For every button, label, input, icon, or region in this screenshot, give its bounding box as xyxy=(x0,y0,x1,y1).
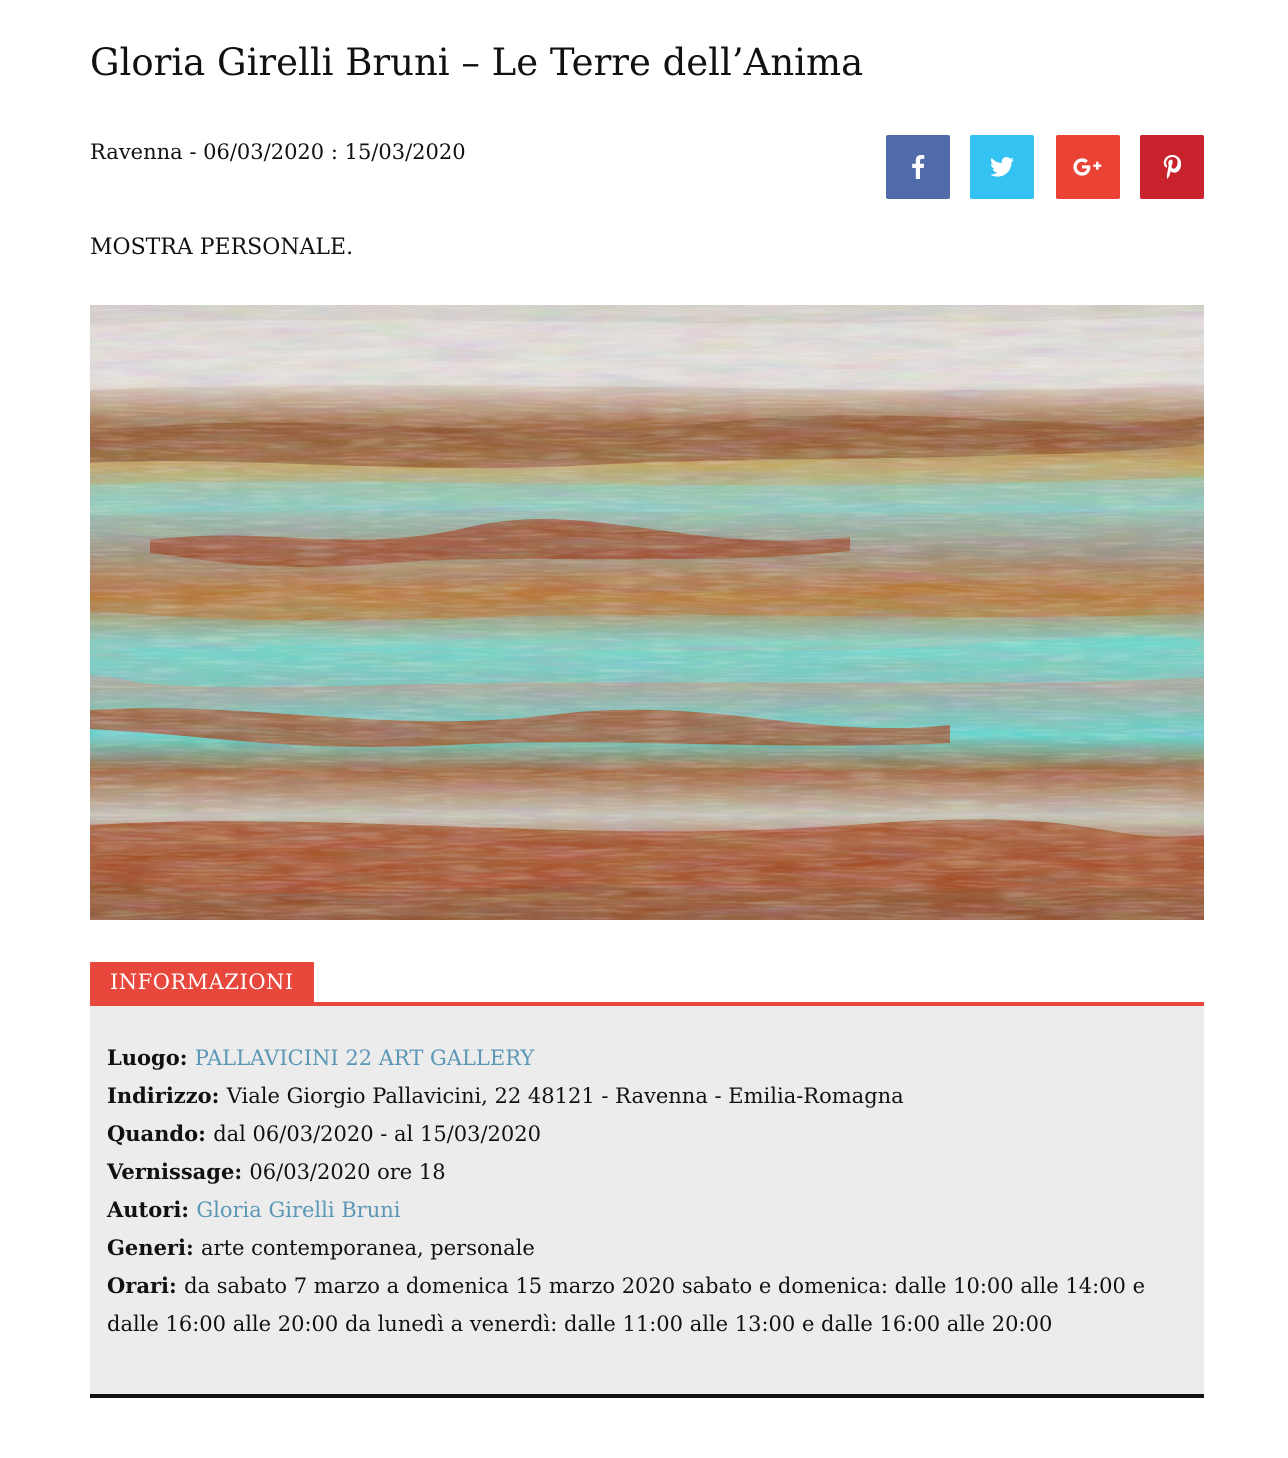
info-label-generi: Generi: xyxy=(107,1235,202,1260)
share-twitter-button[interactable] xyxy=(970,135,1034,199)
google-plus-icon xyxy=(1071,156,1105,178)
info-label-orari: Orari: xyxy=(107,1273,185,1298)
share-pinterest-button[interactable] xyxy=(1140,135,1204,199)
info-label-luogo: Luogo: xyxy=(107,1045,195,1070)
venue-link[interactable]: PALLAVICINI 22 ART GALLERY xyxy=(194,1046,535,1070)
info-row-autori xyxy=(107,1191,1187,1229)
info-label-autori: Autori: xyxy=(107,1197,197,1222)
info-row-luogo xyxy=(107,1039,1187,1077)
info-row-generi xyxy=(107,1229,1187,1267)
pinterest-icon xyxy=(1163,155,1181,179)
info-value-generi: arte contemporanea, personale xyxy=(201,1236,535,1260)
info-label-indirizzo: Indirizzo: xyxy=(107,1083,227,1108)
info-label-vernissage: Vernissage: xyxy=(107,1159,250,1184)
twitter-icon xyxy=(990,157,1014,177)
author-link[interactable]: Gloria Girelli Bruni xyxy=(196,1198,401,1222)
info-value-orari: da sabato 7 marzo a domenica 15 marzo 2020 sabato e domenica: dalle 10:00 alle 14:00 e dalle 16:00 alle 20:00 da lunedì a venerdì: dalle 11:00 alle 13:00 e dalle 16:00 alle 20:00 xyxy=(107,1274,1146,1336)
info-row-quando xyxy=(107,1115,1187,1153)
intro-text: MOSTRA PERSONALE. xyxy=(90,235,354,260)
info-section-tab: INFORMAZIONI xyxy=(90,962,314,1002)
share-facebook-button[interactable] xyxy=(886,135,950,199)
location-date-range: Ravenna - 06/03/2020 : 15/03/2020 xyxy=(90,140,466,164)
info-row-vernissage xyxy=(107,1153,1187,1191)
info-list xyxy=(107,1039,1187,1343)
info-panel xyxy=(90,1006,1204,1398)
info-value-quando: dal 06/03/2020 - al 15/03/2020 xyxy=(213,1122,541,1146)
share-google-plus-button[interactable] xyxy=(1056,135,1120,199)
info-label-quando: Quando: xyxy=(107,1121,214,1146)
info-row-indirizzo xyxy=(107,1077,1187,1115)
info-row-orari xyxy=(107,1267,1187,1343)
artwork-image xyxy=(90,305,1204,920)
facebook-icon xyxy=(911,155,925,179)
info-value-vernissage: 06/03/2020 ore 18 xyxy=(249,1160,446,1184)
page-title: Gloria Girelli Bruni – Le Terre dell’Anima xyxy=(90,41,864,84)
info-value-indirizzo: Viale Giorgio Pallavicini, 22 48121 - Ravenna - Emilia-Romagna xyxy=(226,1084,904,1108)
